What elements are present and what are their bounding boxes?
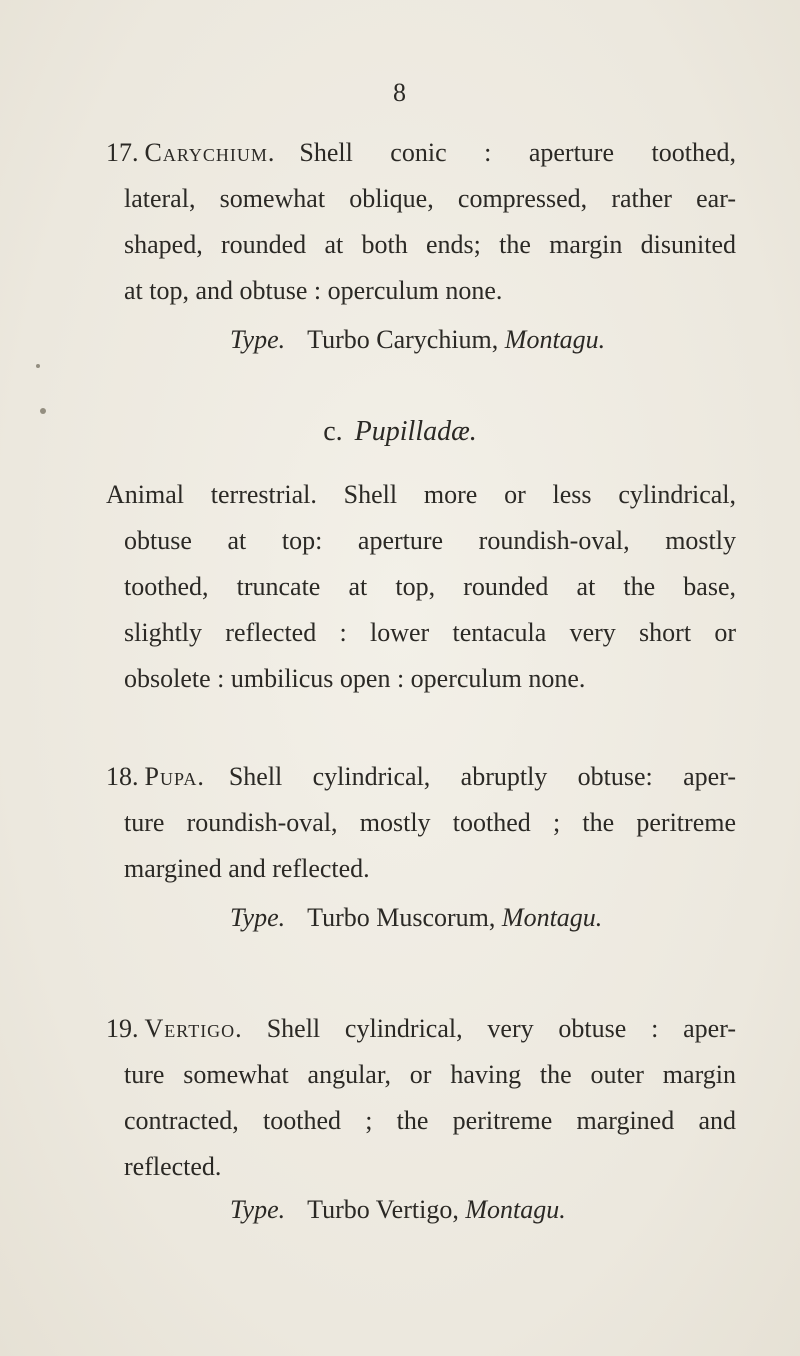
section-name: Pupilladæ. xyxy=(354,416,477,447)
entry-number: 19. xyxy=(106,1014,139,1043)
entry-vertigo xyxy=(106,1006,736,1190)
entry-text: shaped, rounded at both ends; the margin disunited xyxy=(124,230,736,259)
entry-text: contracted, toothed ; the peritreme margined and xyxy=(124,1106,736,1135)
genus-name: Vertigo. xyxy=(144,1014,243,1043)
section-text: obtuse at top: aperture roundish-oval, mostly xyxy=(124,526,736,555)
genus-name: Pupa. xyxy=(144,762,205,791)
type-line xyxy=(230,898,602,938)
entry-number: 17. xyxy=(106,138,139,167)
entry-pupa xyxy=(106,754,736,892)
entry-text: ture somewhat angular, or having the outer margin xyxy=(124,1060,736,1089)
type-author: Montagu. xyxy=(504,325,606,354)
type-text: Turbo Vertigo, xyxy=(307,1195,459,1224)
type-label: Type. xyxy=(230,1195,286,1224)
entry-text: Shell cylindrical, very obtuse : aper- xyxy=(266,1014,736,1043)
section-text: toothed, truncate at top, rounded at the base, xyxy=(124,572,736,601)
type-label: Type. xyxy=(230,903,286,932)
entry-text: reflected. xyxy=(124,1152,222,1181)
entry-text: lateral, somewhat oblique, compressed, rather ear- xyxy=(124,184,736,213)
section-description xyxy=(106,472,736,702)
section-text: slightly reflected : lower tentacula very short or xyxy=(124,618,736,647)
genus-name: Carychium. xyxy=(144,138,276,167)
type-text: Turbo Muscorum, xyxy=(307,903,496,932)
entry-text: Shell cylindrical, abruptly obtuse: aper- xyxy=(228,762,736,791)
type-line xyxy=(230,320,605,360)
type-text: Turbo Carychium, xyxy=(307,325,499,354)
entry-text: ture roundish-oval, mostly toothed ; the peritreme xyxy=(124,808,736,837)
section-text: Animal terrestrial. Shell more or less cylindrical, xyxy=(106,480,736,509)
entry-first-line xyxy=(106,754,736,800)
type-line xyxy=(230,1190,566,1230)
type-label: Type. xyxy=(230,325,286,354)
entry-first-line xyxy=(106,1006,736,1052)
type-author: Montagu. xyxy=(465,1195,566,1224)
entry-first-line xyxy=(106,130,736,176)
entry-text: Shell conic : aperture toothed, xyxy=(299,138,736,167)
type-author: Montagu. xyxy=(501,903,603,932)
section-letter: c. xyxy=(323,416,343,447)
entry-carychium xyxy=(106,130,736,314)
paper-speck xyxy=(36,364,40,368)
section-text: obsolete : umbilicus open : operculum none. xyxy=(124,664,586,693)
paper-speck xyxy=(40,408,46,414)
entry-text: at top, and obtuse : operculum none. xyxy=(124,276,503,305)
page-number: 8 xyxy=(393,78,407,107)
entry-number: 18. xyxy=(106,762,139,791)
entry-text: margined and reflected. xyxy=(124,854,370,883)
section-heading xyxy=(0,412,800,452)
